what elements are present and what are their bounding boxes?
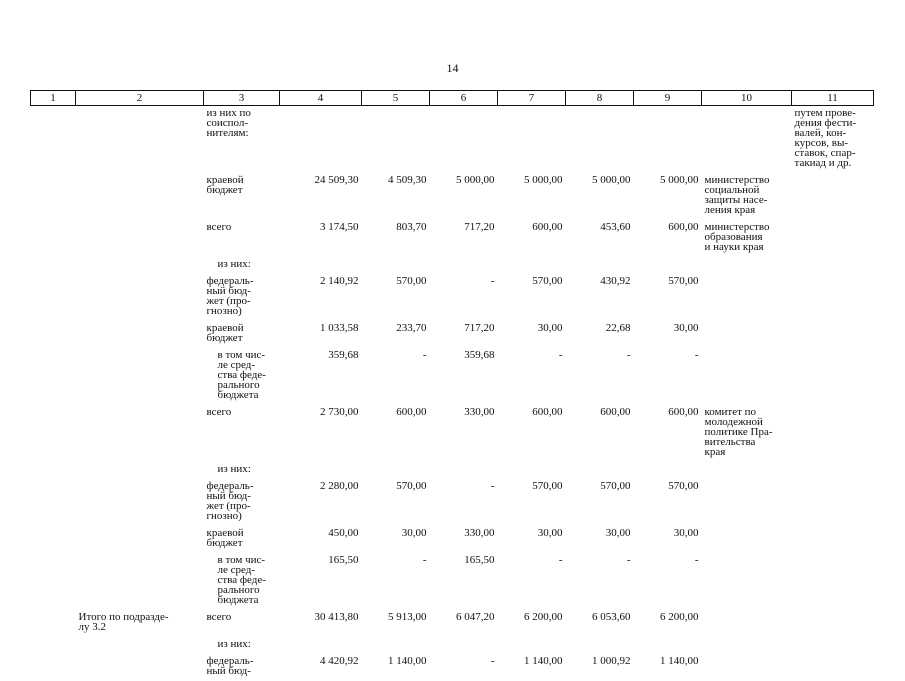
cell-amount-col5 — [362, 257, 430, 274]
funding-source-text: федераль- ный бюд- жет (про- гнозно) — [207, 276, 277, 316]
cell-amount-col4: 4 420,92 — [280, 654, 362, 681]
cell-amount-col6 — [430, 462, 498, 479]
cell-amount-col9: 570,00 — [634, 479, 702, 526]
cell-note — [792, 610, 874, 637]
cell-amount-col6: 165,50 — [430, 553, 498, 610]
cell-amount-col5: 1 140,00 — [362, 654, 430, 681]
cell-amount-col4: 2 140,92 — [280, 274, 362, 321]
cell-amount-col9 — [634, 462, 702, 479]
cell-amount-col8 — [566, 257, 634, 274]
cell-executor — [702, 526, 792, 553]
budget-table — [30, 90, 874, 681]
column-header-8: 8 — [566, 91, 634, 106]
cell-amount-col7 — [498, 106, 566, 174]
cell-section-label — [76, 106, 204, 174]
cell-executor — [702, 654, 792, 681]
cell-section-label — [76, 553, 204, 610]
funding-source-text: из них по соиспол- нителям: — [207, 108, 277, 138]
cell-col1 — [31, 106, 76, 174]
table-row — [31, 462, 874, 479]
funding-source-text: в том чис- ле сред- ства феде- рального бюджета — [218, 350, 277, 400]
note-text: путем прове- дения фести- валей, кон- курсов, вы- ставок, спар- такиад и др. — [795, 108, 871, 168]
column-header-10: 10 — [702, 91, 792, 106]
table-row — [31, 553, 874, 610]
funding-source-text: краевой бюджет — [207, 323, 277, 343]
cell-section-label — [76, 479, 204, 526]
cell-amount-col4: 1 033,58 — [280, 321, 362, 348]
cell-amount-col8: 6 053,60 — [566, 610, 634, 637]
cell-col1 — [31, 321, 76, 348]
cell-section-label — [76, 526, 204, 553]
funding-source-text: федераль- ный бюд- жет (про- гнозно) — [207, 481, 277, 521]
cell-amount-col7: 570,00 — [498, 274, 566, 321]
cell-amount-col6: 717,20 — [430, 321, 498, 348]
funding-source-text: краевой бюджет — [207, 528, 277, 548]
cell-amount-col8: 22,68 — [566, 321, 634, 348]
column-header-9: 9 — [634, 91, 702, 106]
cell-amount-col8: 1 000,92 — [566, 654, 634, 681]
cell-note — [792, 479, 874, 526]
cell-amount-col9: 30,00 — [634, 526, 702, 553]
cell-amount-col8: - — [566, 348, 634, 405]
cell-amount-col7: 600,00 — [498, 220, 566, 257]
cell-amount-col6: 330,00 — [430, 526, 498, 553]
table-row — [31, 610, 874, 637]
cell-executor — [702, 274, 792, 321]
cell-amount-col4: 24 509,30 — [280, 173, 362, 220]
column-header-6: 6 — [430, 91, 498, 106]
table-row — [31, 405, 874, 462]
funding-source-text: из них: — [218, 464, 277, 474]
cell-executor — [702, 220, 792, 257]
cell-funding-source — [204, 321, 280, 348]
cell-funding-source — [204, 274, 280, 321]
table-row — [31, 257, 874, 274]
cell-col1 — [31, 610, 76, 637]
cell-amount-col6: 5 000,00 — [430, 173, 498, 220]
cell-amount-col8 — [566, 106, 634, 174]
cell-amount-col4 — [280, 106, 362, 174]
cell-col1 — [31, 405, 76, 462]
cell-section-label — [76, 321, 204, 348]
table-row — [31, 526, 874, 553]
column-header-11: 11 — [792, 91, 874, 106]
cell-section-label — [76, 220, 204, 257]
cell-col1 — [31, 257, 76, 274]
cell-amount-col9: - — [634, 348, 702, 405]
cell-col1 — [31, 462, 76, 479]
cell-amount-col4: 3 174,50 — [280, 220, 362, 257]
cell-executor — [702, 106, 792, 174]
cell-amount-col5: 4 509,30 — [362, 173, 430, 220]
cell-amount-col9: 5 000,00 — [634, 173, 702, 220]
cell-funding-source — [204, 462, 280, 479]
cell-amount-col9: 6 200,00 — [634, 610, 702, 637]
cell-amount-col8: - — [566, 553, 634, 610]
executor-text: министерство образования и науки края — [705, 222, 789, 252]
cell-note — [792, 257, 874, 274]
table-row — [31, 479, 874, 526]
cell-col1 — [31, 479, 76, 526]
cell-amount-col4: 2 280,00 — [280, 479, 362, 526]
cell-amount-col6: 330,00 — [430, 405, 498, 462]
cell-amount-col7: - — [498, 553, 566, 610]
cell-section-label — [76, 405, 204, 462]
cell-amount-col7: 5 000,00 — [498, 173, 566, 220]
table-row — [31, 654, 874, 681]
table-row — [31, 173, 874, 220]
cell-amount-col8 — [566, 462, 634, 479]
cell-funding-source — [204, 553, 280, 610]
cell-amount-col5: 570,00 — [362, 274, 430, 321]
cell-section-label — [76, 462, 204, 479]
funding-source-text: в том чис- ле сред- ства феде- рального бюджета — [218, 555, 277, 605]
table-row — [31, 220, 874, 257]
column-header-3: 3 — [204, 91, 280, 106]
cell-funding-source — [204, 173, 280, 220]
table-row — [31, 106, 874, 174]
cell-amount-col4: 30 413,80 — [280, 610, 362, 637]
cell-note — [792, 553, 874, 610]
funding-source-text: всего — [207, 222, 277, 232]
page-number: 14 — [0, 61, 905, 76]
cell-amount-col8: 5 000,00 — [566, 173, 634, 220]
cell-note — [792, 274, 874, 321]
cell-funding-source — [204, 654, 280, 681]
funding-source-text: краевой бюджет — [207, 175, 277, 195]
cell-amount-col9: 600,00 — [634, 220, 702, 257]
cell-note — [792, 526, 874, 553]
cell-amount-col4: 450,00 — [280, 526, 362, 553]
cell-section-label — [76, 274, 204, 321]
cell-section-label — [76, 610, 204, 637]
cell-amount-col8: 600,00 — [566, 405, 634, 462]
cell-executor — [702, 610, 792, 637]
cell-amount-col4 — [280, 257, 362, 274]
cell-amount-col6 — [430, 257, 498, 274]
cell-amount-col9 — [634, 257, 702, 274]
cell-amount-col7 — [498, 462, 566, 479]
cell-amount-col5 — [362, 462, 430, 479]
cell-note — [792, 462, 874, 479]
cell-funding-source — [204, 526, 280, 553]
cell-note — [792, 321, 874, 348]
column-header-4: 4 — [280, 91, 362, 106]
column-header-2: 2 — [76, 91, 204, 106]
cell-amount-col9: 570,00 — [634, 274, 702, 321]
cell-col1 — [31, 274, 76, 321]
cell-amount-col8: 453,60 — [566, 220, 634, 257]
cell-note — [792, 220, 874, 257]
cell-note — [792, 106, 874, 174]
table-row — [31, 321, 874, 348]
cell-amount-col7 — [498, 257, 566, 274]
cell-amount-col6: 717,20 — [430, 220, 498, 257]
funding-source-text: из них: — [218, 259, 277, 269]
cell-col1 — [31, 173, 76, 220]
cell-amount-col5: - — [362, 348, 430, 405]
cell-note — [792, 405, 874, 462]
cell-section-label — [76, 348, 204, 405]
executor-text: министерство социальной защиты насе- ления края — [705, 175, 789, 215]
cell-amount-col5: 5 913,00 — [362, 610, 430, 637]
cell-amount-col4 — [280, 462, 362, 479]
cell-amount-col6: - — [430, 274, 498, 321]
cell-amount-col6: - — [430, 654, 498, 681]
table-row — [31, 348, 874, 405]
cell-funding-source — [204, 348, 280, 405]
cell-note — [792, 654, 874, 681]
cell-amount-col6: 6 047,20 — [430, 610, 498, 637]
cell-amount-col5: 233,70 — [362, 321, 430, 348]
cell-amount-col5: - — [362, 553, 430, 610]
column-header-7: 7 — [498, 91, 566, 106]
cell-executor — [702, 553, 792, 610]
cell-amount-col7: 6 200,00 — [498, 610, 566, 637]
cell-funding-source — [204, 257, 280, 274]
executor-text: комитет по молодежной политике Пра- вительства края — [705, 407, 789, 457]
cell-funding-source — [204, 405, 280, 462]
cell-executor — [702, 321, 792, 348]
cell-amount-col7: 30,00 — [498, 526, 566, 553]
cell-amount-col5: 30,00 — [362, 526, 430, 553]
cell-amount-col8: 30,00 — [566, 526, 634, 553]
column-header-5: 5 — [362, 91, 430, 106]
cell-amount-col9 — [634, 106, 702, 174]
cell-amount-col9: 1 140,00 — [634, 654, 702, 681]
cell-col1 — [31, 553, 76, 610]
cell-section-label — [76, 654, 204, 681]
cell-col1 — [31, 654, 76, 681]
cell-amount-col5: 570,00 — [362, 479, 430, 526]
column-header-1: 1 — [31, 91, 76, 106]
cell-amount-col5: 600,00 — [362, 405, 430, 462]
cell-amount-col4: 165,50 — [280, 553, 362, 610]
cell-section-label — [76, 173, 204, 220]
cell-funding-source — [204, 220, 280, 257]
cell-executor — [702, 173, 792, 220]
cell-note — [792, 348, 874, 405]
cell-funding-source — [204, 610, 280, 637]
funding-source-text: всего — [207, 612, 277, 622]
cell-executor — [702, 257, 792, 274]
cell-amount-col9: - — [634, 553, 702, 610]
funding-source-text: из них: — [218, 639, 277, 649]
cell-amount-col4: 2 730,00 — [280, 405, 362, 462]
cell-funding-source — [204, 479, 280, 526]
cell-col1 — [31, 220, 76, 257]
cell-amount-col7: 1 140,00 — [498, 654, 566, 681]
section-label-text: Итого по подразде- лу 3.2 — [79, 612, 201, 632]
cell-amount-col9: 600,00 — [634, 405, 702, 462]
funding-source-text: федераль- ный бюд- — [207, 656, 277, 676]
cell-funding-source — [204, 106, 280, 174]
cell-amount-col7: 30,00 — [498, 321, 566, 348]
cell-amount-col9: 30,00 — [634, 321, 702, 348]
cell-amount-col4: 359,68 — [280, 348, 362, 405]
cell-amount-col5: 803,70 — [362, 220, 430, 257]
cell-amount-col6 — [430, 106, 498, 174]
cell-col1 — [31, 526, 76, 553]
table-row — [31, 274, 874, 321]
cell-executor — [702, 348, 792, 405]
cell-amount-col5 — [362, 106, 430, 174]
cell-section-label — [76, 257, 204, 274]
cell-amount-col7: 600,00 — [498, 405, 566, 462]
cell-col1 — [31, 348, 76, 405]
cell-amount-col7: - — [498, 348, 566, 405]
cell-amount-col6: - — [430, 479, 498, 526]
cell-amount-col8: 570,00 — [566, 479, 634, 526]
cell-executor — [702, 479, 792, 526]
column-number-row — [31, 91, 874, 106]
cell-amount-col7: 570,00 — [498, 479, 566, 526]
cell-amount-col6: 359,68 — [430, 348, 498, 405]
funding-source-text: всего — [207, 407, 277, 417]
cell-amount-col8: 430,92 — [566, 274, 634, 321]
cell-executor — [702, 405, 792, 462]
cell-executor — [702, 462, 792, 479]
cell-note — [792, 173, 874, 220]
table-body — [31, 106, 874, 681]
